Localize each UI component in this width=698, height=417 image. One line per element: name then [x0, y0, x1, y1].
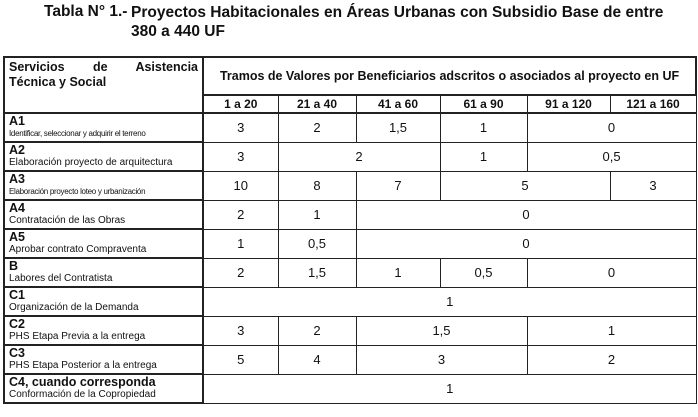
- service-description: Elaboración proyecto de arquitectura: [9, 157, 173, 168]
- table-row: [4, 345, 696, 374]
- fee-table: [3, 56, 697, 404]
- table-row: [4, 171, 696, 200]
- table-row: [4, 200, 696, 229]
- value-cell: 0: [356, 229, 696, 258]
- table-row: [4, 287, 696, 316]
- value-cell: 3: [203, 142, 278, 171]
- service-code: C3: [9, 346, 25, 360]
- service-code: C1: [9, 288, 25, 302]
- value-cell: 1: [203, 229, 278, 258]
- service-cell: [4, 229, 203, 258]
- value-cell: 2: [203, 200, 278, 229]
- value-cell: 8: [278, 171, 356, 200]
- value-cell: 0: [527, 113, 696, 142]
- value-cell: 5: [203, 345, 278, 374]
- table-row: [4, 113, 696, 142]
- value-cell: 1: [440, 142, 527, 171]
- value-cell: 4: [278, 345, 356, 374]
- value-cell: 10: [203, 171, 278, 200]
- tramo-header: 41 a 60: [356, 95, 440, 113]
- service-code: B: [9, 259, 19, 273]
- value-cell: 0,5: [527, 142, 696, 171]
- value-cell: 1: [278, 200, 356, 229]
- value-cell: 7: [356, 171, 440, 200]
- value-cell: 3: [610, 171, 696, 200]
- service-cell: [4, 374, 203, 403]
- value-cell: 0: [356, 200, 696, 229]
- table-row: [4, 229, 696, 258]
- service-cell: [4, 345, 203, 374]
- table-number: Tabla N° 1.-: [44, 3, 128, 20]
- value-cell: 1: [356, 258, 440, 287]
- service-code: A1: [9, 114, 25, 128]
- tramo-header: 91 a 120: [527, 95, 610, 113]
- service-cell: [4, 142, 203, 171]
- service-code: C4, cuando corresponda: [9, 375, 156, 389]
- service-cell: [4, 258, 203, 287]
- value-cell: 0,5: [440, 258, 527, 287]
- value-cell: 3: [203, 113, 278, 142]
- table-row: [4, 316, 696, 345]
- value-cell: 3: [356, 345, 527, 374]
- value-cell: 5: [440, 171, 610, 200]
- table-row: [4, 142, 696, 171]
- service-cell: [4, 171, 203, 200]
- service-cell: [4, 113, 203, 142]
- value-cell: 0: [527, 258, 696, 287]
- service-description: Elaboración proyecto loteo y urbanización: [9, 187, 146, 196]
- tramo-header: 61 a 90: [440, 95, 527, 113]
- service-cell: [4, 287, 203, 316]
- services-header: Servicios de Asistencia Técnica y Social: [4, 57, 203, 113]
- value-cell: 1: [527, 316, 696, 345]
- service-description: Organización de la Demanda: [9, 302, 139, 313]
- service-description: Contratación de las Obras: [9, 215, 126, 226]
- value-cell: 1,5: [356, 113, 440, 142]
- tramo-header: 1 a 20: [203, 95, 278, 113]
- service-description: Identificar, seleccionar y adquirir el terreno: [9, 129, 146, 138]
- value-cell: 0,5: [278, 229, 356, 258]
- tramo-header: 21 a 40: [278, 95, 356, 113]
- value-cell: 1,5: [278, 258, 356, 287]
- service-code: A4: [9, 201, 25, 215]
- value-cell: 2: [278, 142, 440, 171]
- service-cell: [4, 200, 203, 229]
- value-cell: 1,5: [356, 316, 527, 345]
- value-cell: 3: [203, 316, 278, 345]
- value-cell: 2: [203, 258, 278, 287]
- value-cell: 2: [278, 316, 356, 345]
- service-description: PHS Etapa Posterior a la entrega: [9, 360, 157, 371]
- service-description: Aprobar contrato Compraventa: [9, 244, 147, 255]
- service-code: C2: [9, 317, 25, 331]
- service-description: Labores del Contratista: [9, 273, 113, 284]
- value-cell: 1: [203, 287, 696, 316]
- service-cell: [4, 316, 203, 345]
- value-cell: 2: [278, 113, 356, 142]
- table-title: [0, 0, 698, 50]
- table-row: [4, 374, 696, 403]
- table-caption: Proyectos Habitacionales en Áreas Urbanas con Subsidio Base de entre 380 a 440 UF: [131, 4, 664, 40]
- service-code: A5: [9, 230, 25, 244]
- table-row: [4, 258, 696, 287]
- value-cell: 1: [203, 374, 696, 403]
- value-cell: 2: [527, 345, 696, 374]
- service-code: A3: [9, 172, 25, 186]
- value-cell: 1: [440, 113, 527, 142]
- service-description: PHS Etapa Previa a la entrega: [9, 331, 146, 342]
- service-code: A2: [9, 143, 25, 157]
- service-description: Conformación de la Copropiedad: [9, 389, 156, 400]
- tramos-header: Tramos de Valores por Beneficiarios adscritos o asociados al proyecto en UF: [203, 57, 696, 95]
- tramo-header: 121 a 160: [610, 95, 696, 113]
